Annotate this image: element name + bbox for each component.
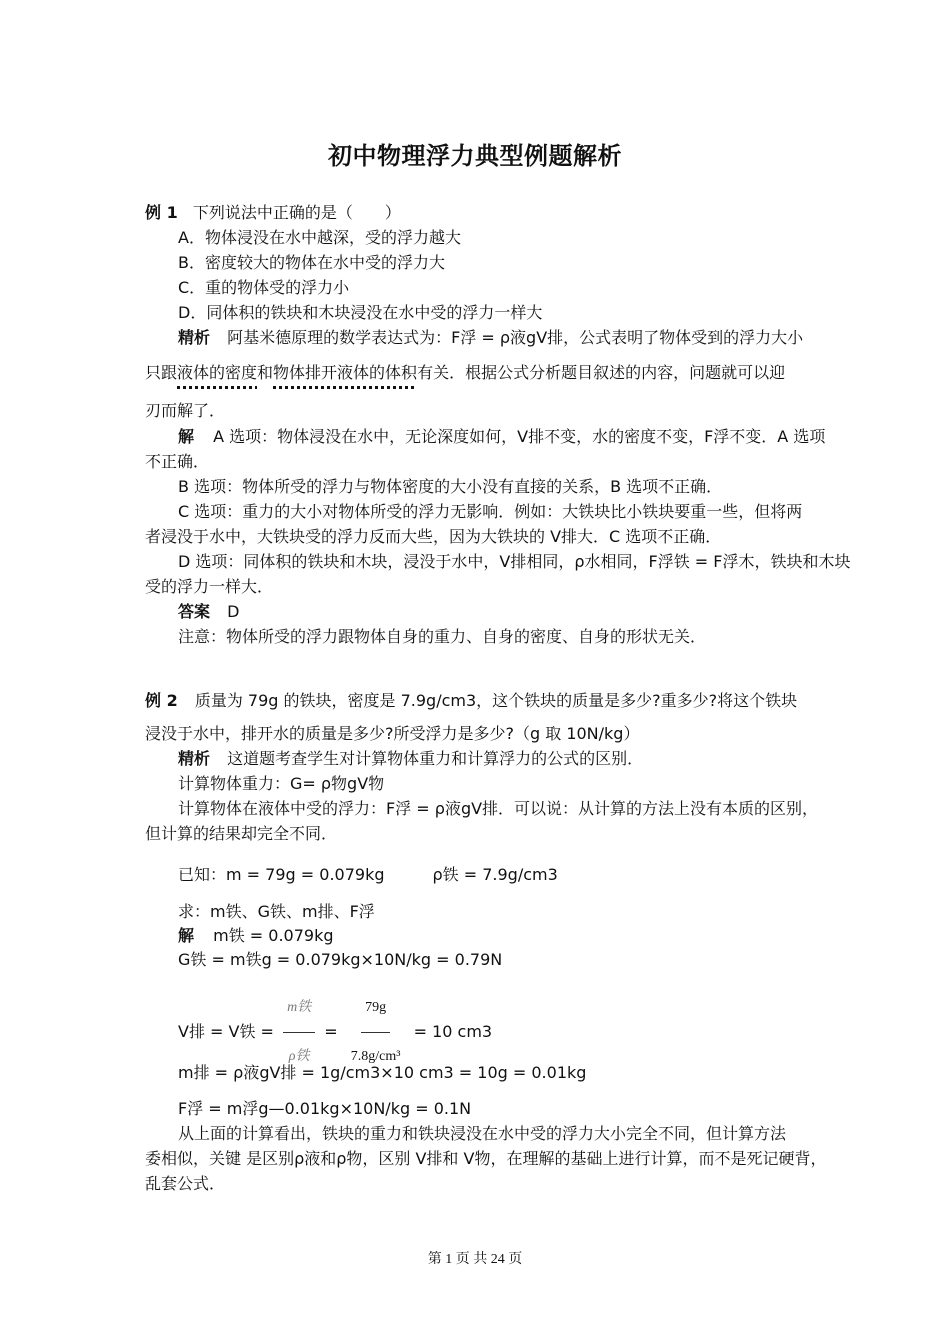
ex2-find: 求：m铁、G铁、m排、F浮 [178, 902, 375, 921]
ex1-analysis-text2c: 和 [257, 363, 274, 382]
ex1-analysis-line3: 刃而解了． [145, 401, 226, 420]
ex1-option-a: A．物体浸没在水中越深，受的浮力越大 [178, 228, 461, 247]
ex2-solution-line1 [178, 925, 334, 947]
ex2-solution-buoyancy: F浮 = m浮g—0.01kg×10N/kg = 0.1N [178, 1099, 472, 1118]
ex2-conclusion-line1: 从上面的计算看出，铁块的重力和铁块浸没在水中受的浮力大小完全不同，但计算方法 [178, 1124, 787, 1143]
page-title: 初中物理浮力典型例题解析 [328, 142, 622, 170]
ex2-conclusion-line3: 乱套公式． [145, 1174, 226, 1193]
ex1-answer-label: 答案 [178, 602, 211, 621]
ex2-fraction2-numerator: 79g [361, 986, 390, 1033]
ex1-solution-d1: D 选项：同体积的铁块和木块，浸没于水中，V排相同，ρ水相同，F浮铁 = F浮木，铁块和木块 [178, 552, 851, 571]
ex2-question-text1: 质量为 79g 的铁块，密度是 7.9g/cm3，这个铁块的质量是多少?重多少?将这个铁块 [194, 691, 798, 710]
ex1-solution-c2: 者浸没于水中，大铁块受的浮力反而大些，因为大铁块的 V排大．C 选项不正确． [145, 527, 722, 546]
ex2-volume-left: V排 = V铁 = [178, 1022, 274, 1041]
ex2-fraction2-denominator: 7.8g/cm³ [350, 1049, 401, 1064]
ex1-label: 例 1 [145, 203, 178, 222]
ex1-solution-d2: 受的浮力一样大． [145, 577, 274, 596]
ex2-analysis-text1: 这道题考查学生对计算物体重力和计算浮力的公式的区别． [227, 749, 644, 768]
ex1-analysis-text2a: 只跟 [145, 363, 178, 382]
ex2-solution-label: 解 [178, 926, 195, 945]
ex2-fraction1-denominator: ρ铁 [288, 1049, 310, 1064]
ex1-solution-label: 解 [178, 427, 195, 446]
ex2-analysis-label: 精析 [178, 749, 211, 768]
ex2-solution-displaced-mass: m排 = ρ液gV排 = 1g/cm3×10 cm3 = 10g = 0.01kg [178, 1063, 587, 1082]
ex1-solution-c1: C 选项：重力的大小对物体所受的浮力无影响．例如：大铁块比小铁块要重一些，但将两 [178, 502, 803, 521]
ex2-volume-right: = 10 cm3 [413, 1022, 493, 1041]
ex1-analysis-text1: 阿基米德原理的数学表达式为：F浮 = ρ液gV排，公式表明了物体受到的浮力大小 [227, 328, 804, 347]
page-footer: 第 1 页 共 24 页 [427, 1252, 523, 1267]
ex1-answer-value: D [227, 602, 240, 621]
ex1-answer-line [178, 601, 239, 623]
ex2-question-line2: 浸没于水中，排开水的质量是多少?所受浮力是多少?（g 取 10N/kg） [145, 724, 640, 743]
ex2-analysis-line1 [178, 748, 643, 770]
ex2-fraction1-numerator: m铁 [283, 986, 315, 1033]
ex1-solution-line2: 不正确． [145, 452, 210, 471]
ex2-analysis-line4: 但计算的结果却完全不同． [145, 824, 338, 843]
ex1-option-c: C．重的物体受的浮力小 [178, 278, 350, 297]
ex1-analysis-line1 [178, 327, 803, 349]
ex2-solution-weight: G铁 = m铁g = 0.079kg×10N/kg = 0.79N [178, 950, 503, 969]
ex1-solution-b: B 选项：物体所受的浮力与物体密度的大小没有直接的关系，B 选项不正确． [178, 477, 723, 496]
ex2-label: 例 2 [145, 691, 178, 710]
ex1-solution-text1: A 选项：物体浸没在水中，无论深度如何，V排不变，水的密度不变，F浮不变．A 选项 [213, 427, 826, 446]
ex1-option-d: D．同体积的铁块和木块浸没在水中受的浮力一样大 [178, 303, 543, 322]
ex1-analysis-label: 精析 [178, 328, 211, 347]
ex1-question: 下列说法中正确的是（ ） [192, 203, 401, 222]
ex1-option-b: B．密度较大的物体在水中受的浮力大 [178, 253, 445, 272]
ex1-emphasis-displaced-volume: 物体排开液体的体积 [273, 363, 418, 382]
ex1-emphasis-liquid-density: 液体的密度 [177, 363, 258, 382]
ex2-analysis-line3: 计算物体在液体中受的浮力：F浮 = ρ液gV排．可以说：从计算的方法上没有本质的区别， [178, 799, 819, 818]
ex2-question-line1 [145, 690, 797, 712]
ex2-analysis-line2: 计算物体重力：G= ρ物gV物 [178, 774, 385, 793]
ex1-analysis-text2e: 有关．根据公式分析题目叙述的内容，问题就可以迎 [417, 363, 786, 382]
ex1-note: 注意：物体所受的浮力跟物体自身的重力、自身的密度、自身的形状无关． [178, 627, 707, 646]
ex1-solution-line1 [178, 426, 825, 448]
ex2-solution-mass: m铁 = 0.079kg [213, 926, 334, 945]
ex2-known: 已知：m = 79g = 0.079kg ρ铁 = 7.9g/cm3 [178, 865, 558, 884]
ex2-conclusion-line2: 委相似，关键 是区别ρ液和ρ物，区别 V排和 V物，在理解的基础上进行计算，而不是死记硬背， [145, 1149, 827, 1168]
ex1-question-line [145, 202, 401, 224]
ex2-solution-volume: V排 = V铁 = $\frac{\text{m铁}}{\text{ρ铁}}$ = $\frac{79g}{\text{7.8g/cm³}}$ = 10 cm3 [178, 986, 492, 1079]
ex1-analysis-line2 [145, 362, 785, 384]
